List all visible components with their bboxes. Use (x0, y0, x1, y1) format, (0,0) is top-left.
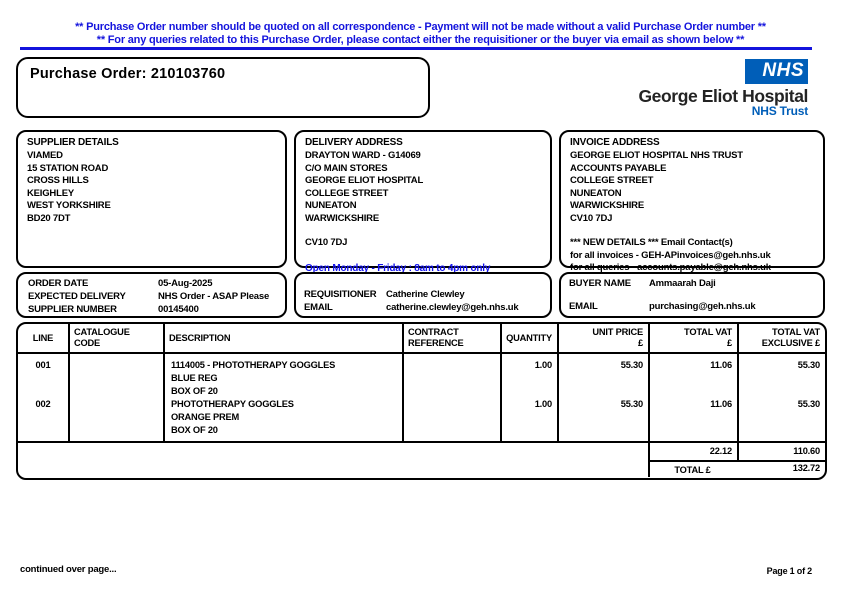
delivery-line: COLLEGE STREET (305, 187, 389, 199)
col-header-catalogue-l1: CATALOGUE (74, 327, 130, 337)
grid-line (18, 352, 825, 354)
supplier-line: CROSS HILLS (27, 175, 89, 186)
row-description-l3: BOX OF 20 (171, 425, 218, 435)
buyer-box (559, 272, 825, 318)
page-number: Page 1 of 2 (766, 566, 812, 576)
col-header-contract-l1: CONTRACT (408, 327, 459, 337)
grid-line (163, 324, 165, 441)
supplier-number-label: SUPPLIER NUMBER (28, 304, 117, 315)
expected-delivery-value: NHS Order - ASAP Please (158, 291, 270, 302)
invoice-contact-queries: for all queries - accounts.payable@geh.nhs.uk (570, 262, 771, 273)
col-header-unit-price-l1: UNIT PRICE (592, 327, 643, 337)
delivery-line: NUNEATON (305, 200, 357, 211)
supplier-line: WEST YORKSHIRE (27, 200, 111, 211)
row-description-l2: ORANGE PREM (171, 412, 240, 422)
row-quantity: 1.00 (534, 360, 552, 370)
col-header-description: DESCRIPTION (169, 333, 231, 343)
continued-note: continued over page... (20, 564, 117, 575)
grand-total-label: TOTAL £ (674, 465, 711, 475)
col-header-total-vat (648, 327, 732, 349)
grand-total-value: 132.72 (792, 463, 820, 473)
col-header-catalogue (74, 327, 130, 349)
col-header-contract (408, 327, 464, 349)
col-header-catalogue-l2: CODE (74, 338, 101, 348)
totals-vat: 22.12 (709, 446, 732, 456)
invoice-line: CV10 7DJ (570, 212, 613, 224)
col-header-total-vat-exclusive-l1: TOTAL VAT (772, 327, 820, 337)
order-date-label: ORDER DATE (28, 278, 89, 289)
trust-name: NHS Trust (751, 104, 808, 118)
delivery-line: WARWICKSHIRE (305, 212, 379, 224)
nhs-logo (745, 59, 808, 84)
row-description-l1: PHOTOTHERAPY GOGGLES (171, 399, 294, 409)
buyer-email-label: EMAIL (569, 301, 598, 312)
nhs-logo-text: NHS (762, 60, 804, 81)
row-total-vat-exclusive: 55.30 (797, 399, 820, 409)
row-description-l2: BLUE REG (171, 373, 218, 383)
invoice-contact-invoices: for all invoices - GEH-APinvoices@geh.nhs.uk (570, 249, 771, 261)
grid-line (68, 324, 70, 441)
supplier-details-box (16, 130, 287, 268)
col-header-total-vat-l1: TOTAL VAT (684, 327, 732, 337)
col-header-line: LINE (32, 333, 54, 343)
col-header-quantity: QUANTITY (506, 333, 552, 343)
grid-line (402, 324, 404, 441)
invoice-address-title: INVOICE ADDRESS (570, 137, 660, 148)
row-total-vat: 11.06 (710, 360, 732, 370)
supplier-line: BD20 7DT (27, 212, 71, 224)
requisitioner-email: catherine.clewley@geh.nhs.uk (386, 302, 519, 313)
requisitioner-label: REQUISITIONER (304, 289, 377, 300)
totals-vat-exclusive: 110.60 (793, 446, 820, 456)
supplier-line: KEIGHLEY (27, 187, 74, 199)
notice-line-2: ** For any queries related to this Purchase Order, please contact either the requisitioner or the buyer via email as shown below ** (96, 34, 745, 46)
delivery-line: C/O MAIN STORES (305, 162, 388, 174)
grid-line (18, 441, 825, 443)
delivery-address-box (294, 130, 552, 274)
supplier-line: 15 STATION ROAD (27, 162, 109, 174)
col-header-contract-l2: REFERENCE (408, 338, 464, 348)
row-total-vat: 11.06 (710, 399, 732, 409)
hospital-name: George Eliot Hospital (638, 86, 808, 106)
invoice-address-box (559, 130, 825, 273)
order-date-value: 05-Aug-2025 (158, 278, 213, 289)
row-quantity: 1.00 (534, 399, 552, 409)
row-unit-price: 55.30 (620, 360, 643, 370)
notice-line-1: ** Purchase Order number should be quoted on all correspondence - Payment will not be made without a valid Purchase Order number ** (75, 21, 766, 33)
header-divider (20, 47, 812, 50)
buyer-name-value: Ammaarah Daji (649, 278, 716, 289)
col-header-total-vat-exclusive (737, 327, 820, 349)
row-description-l3: BOX OF 20 (171, 386, 218, 396)
row-description-l1: 1114005 - PHOTOTHERAPY GOGGLES (171, 360, 336, 370)
requisitioner-name: Catherine Clewley (386, 289, 465, 300)
requisitioner-email-label: EMAIL (304, 302, 333, 313)
invoice-line: COLLEGE STREET (570, 175, 654, 186)
col-header-unit-price-l2: £ (638, 338, 643, 348)
delivery-address-title: DELIVERY ADDRESS (305, 137, 403, 148)
row-line-number: 002 (35, 399, 51, 409)
delivery-line: GEORGE ELIOT HOSPITAL (305, 175, 424, 186)
col-header-unit-price (557, 327, 643, 349)
row-line-number: 001 (35, 360, 51, 370)
delivery-opening-hours: Open Monday - Friday : 8am to 4pm only (305, 262, 491, 274)
row-total-vat-exclusive: 55.30 (797, 360, 820, 370)
supplier-details-title: SUPPLIER DETAILS (27, 137, 119, 148)
expected-delivery-label: EXPECTED DELIVERY (28, 291, 126, 302)
invoice-new-details-note: *** NEW DETAILS *** Email Contact(s) (570, 237, 733, 248)
buyer-name-label: BUYER NAME (569, 278, 631, 289)
purchase-order-number: Purchase Order: 210103760 (30, 66, 226, 82)
delivery-line: DRAYTON WARD - G14069 (305, 150, 421, 161)
row-unit-price: 55.30 (620, 399, 643, 409)
supplier-number-value: 00145400 (158, 304, 199, 315)
requisitioner-box (294, 272, 552, 318)
col-header-total-vat-exclusive-l2: EXCLUSIVE £ (761, 338, 820, 348)
delivery-postcode: CV10 7DJ (305, 237, 348, 248)
invoice-line: GEORGE ELIOT HOSPITAL NHS TRUST (570, 150, 743, 161)
order-info-box (16, 272, 287, 318)
supplier-line: VIAMED (27, 150, 63, 161)
line-items-table (16, 322, 827, 480)
buyer-email: purchasing@geh.nhs.uk (649, 301, 756, 312)
col-header-total-vat-l2: £ (727, 338, 732, 348)
invoice-line: NUNEATON (570, 187, 622, 199)
grid-line (648, 460, 825, 462)
invoice-line: ACCOUNTS PAYABLE (570, 162, 667, 174)
invoice-line: WARWICKSHIRE (570, 200, 644, 211)
